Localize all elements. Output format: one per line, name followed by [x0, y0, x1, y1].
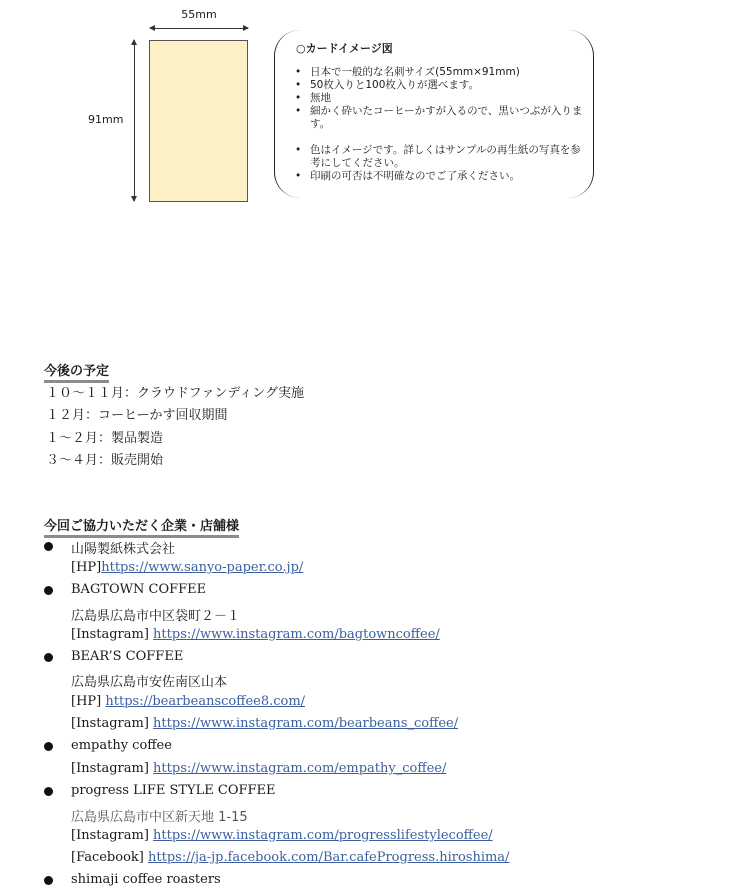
bullet-icon	[44, 742, 53, 751]
partner-name: BAGTOWN COFFEE	[71, 582, 207, 597]
partner-instagram-line	[71, 828, 493, 843]
note-item: • 無地	[293, 92, 585, 105]
partner-hp-line	[71, 694, 305, 709]
schedule-item: １～２月：製品製造	[46, 431, 164, 446]
bullet-icon	[44, 653, 53, 662]
bagtown-instagram-link[interactable]: https://www.instagram.com/bagtowncoffee/	[153, 627, 440, 642]
partners-title	[44, 515, 239, 534]
width-dimension-label: 55mm	[181, 8, 217, 21]
note-title: ○カードイメージ図	[296, 42, 393, 55]
partner-instagram-line	[71, 761, 446, 776]
partner-address: 広島県広島市中区袋町２－１	[71, 609, 241, 624]
bullet-icon	[44, 876, 53, 885]
partner-name: BEAR’S COFFEE	[71, 649, 184, 664]
schedule-item: １０～１１月：クラウドファンディング実施	[46, 386, 305, 401]
facebook-label: [Facebook]	[71, 850, 148, 865]
hp-label: [HP]	[71, 560, 102, 575]
partner-address: 広島県広島市安佐南区山本	[71, 675, 228, 690]
bears-instagram-link[interactable]: https://www.instagram.com/bearbeans_coffee/	[153, 716, 459, 731]
schedule-title-text: 今後の予定	[44, 364, 109, 383]
note-item: • 色はイメージです。詳しくはサンプルの再生紙の写真を参考にしてください。	[293, 144, 585, 170]
partner-name: empathy coffee	[71, 738, 172, 753]
sanyo-hp-link[interactable]: https://www.sanyo-paper.co.jp/	[101, 560, 304, 575]
partner-name: progress LIFE STYLE COFFEE	[71, 783, 276, 798]
partner-address: 広島県広島市中区新天地 1-15	[71, 810, 248, 825]
progress-instagram-link[interactable]: https://www.instagram.com/progresslifestylecoffee/	[153, 828, 493, 843]
partner-name: shimaji coffee roasters	[71, 872, 221, 887]
instagram-label: [Instagram]	[71, 627, 154, 642]
schedule-item: １２月：コーヒーかす回収期間	[46, 408, 228, 423]
partner-instagram-line	[71, 627, 440, 642]
note-item: • 50枚入りと100枚入りが選べます。	[293, 79, 585, 92]
height-dimension-arrow-icon	[134, 40, 135, 201]
note-list	[293, 66, 585, 183]
bears-hp-link[interactable]: https://bearbeanscoffee8.com/	[105, 694, 306, 709]
card-image-rectangle	[149, 40, 248, 202]
instagram-label: [Instagram]	[71, 716, 154, 731]
instagram-label: [Instagram]	[71, 828, 154, 843]
progress-facebook-link[interactable]: https://ja-jp.facebook.com/Bar.cafeProgress.hiroshima/	[148, 850, 510, 865]
note-item: • 細かく砕いたコーヒーかすが入るので、黒いつぶが入ります。	[293, 105, 585, 131]
width-dimension-arrow-icon	[150, 28, 248, 29]
bullet-icon	[44, 787, 53, 796]
bullet-icon	[44, 542, 53, 551]
partner-facebook-line	[71, 850, 509, 865]
partners-title-text: 今回ご協力いただく企業・店舗様	[44, 519, 239, 538]
note-item: • 印刷の可否は不明確なのでご了承ください。	[293, 170, 585, 183]
bullet-icon	[44, 586, 53, 595]
schedule-title	[44, 360, 109, 379]
empathy-instagram-link[interactable]: https://www.instagram.com/empathy_coffee/	[153, 761, 447, 776]
partner-hp-line	[71, 560, 303, 575]
height-dimension-label: 91mm	[88, 113, 124, 126]
hp-label: [HP]	[71, 694, 106, 709]
partner-name: 山陽製紙株式会社	[71, 542, 176, 557]
schedule-item: ３～４月：販売開始	[46, 453, 164, 468]
partner-instagram-line	[71, 716, 458, 731]
note-item: • 日本で一般的な名刺サイズ(55mm×91mm)	[293, 66, 585, 79]
instagram-label: [Instagram]	[71, 761, 154, 776]
